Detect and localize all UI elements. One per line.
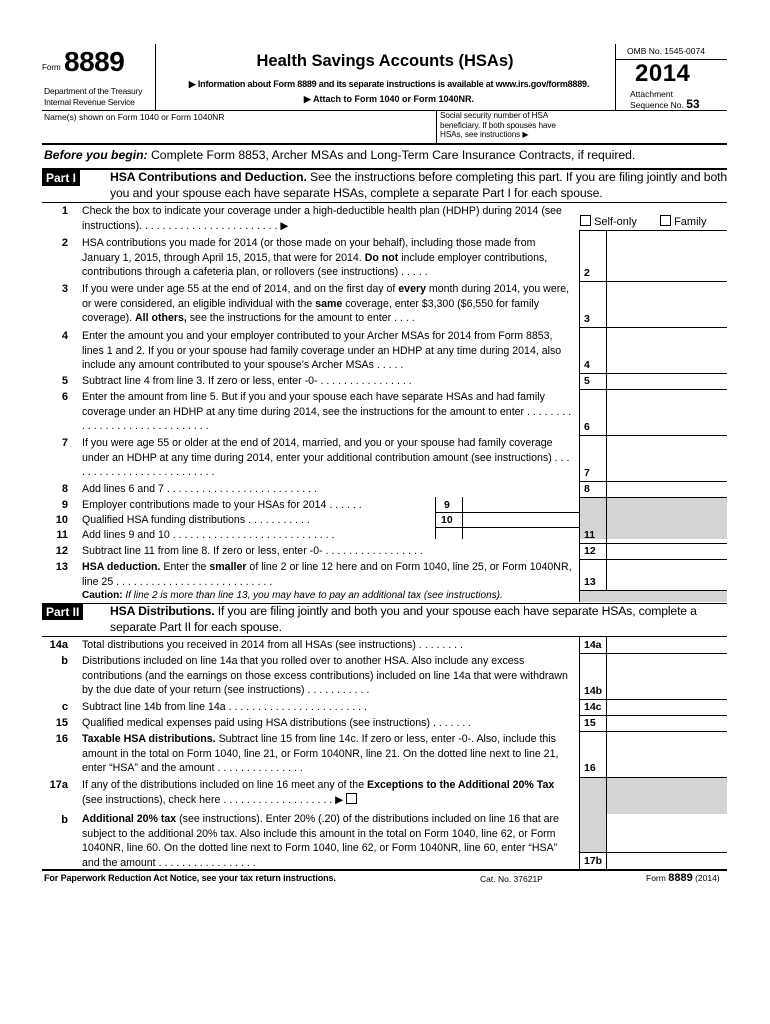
- line17b-amount-field[interactable]: [608, 854, 726, 868]
- line16-number: 16: [55, 733, 68, 745]
- line1-text: Check the box to indicate your coverage under a high-deductible health plan (HDHP) during 2014 (see instructions). . . . . . . . . . . . . . . . . . . . . . . . ▶: [82, 205, 562, 232]
- line4-number: 4: [61, 330, 68, 342]
- line3-box-label: 3: [584, 313, 590, 325]
- family-option[interactable]: [660, 215, 706, 228]
- department-line1: Department of the Treasury: [44, 86, 143, 96]
- form-prefix: Form: [42, 63, 61, 72]
- line14c-box-label: 14c: [584, 701, 602, 713]
- line14a-text: Total distributions you received in 2014 from all HSAs (see instructions) . . . . . . . .: [82, 639, 463, 651]
- line3-amount-field[interactable]: [608, 312, 726, 326]
- line16-text: Taxable HSA distributions. Subtract line 15 from line 14c. If zero or less, enter -0-. Also, include this amount in the total on Form 1040, line 21, or Form 1040NR, line 21. On the dotted line next to line 21, enter “HSA” and the amount . . . . . . . . . . . . . . .: [82, 733, 559, 775]
- line9-box-label: 9: [444, 499, 450, 511]
- line3-number: 3: [61, 283, 68, 295]
- line11-box-label: 11: [584, 529, 596, 541]
- department: [44, 86, 142, 107]
- self-only-option[interactable]: [580, 215, 637, 228]
- form-number-block: [42, 44, 152, 84]
- line14b-text: Distributions included on line 14a that you rolled over to another HSA. Also include any excess contributions (and the earnings on those excess contributions) included on line 14a that were withdrawn by the due date of your return (see instructions) . . . . . . . . . . .: [82, 655, 568, 697]
- line10-number: 10: [55, 514, 68, 526]
- line14c-amount-field[interactable]: [608, 700, 726, 714]
- line4-amount-field[interactable]: [608, 358, 726, 372]
- paperwork-notice: For Paperwork Reduction Act Notice, see your tax return instructions.: [44, 873, 336, 883]
- line14a-number: 14a: [49, 639, 68, 651]
- line13-caution: Caution: If line 2 is more than line 13, you may have to pay an additional tax (see instructions).: [82, 590, 503, 601]
- catalog-number: Cat. No. 37621P: [480, 874, 543, 884]
- line17b-box-label: 17b: [584, 855, 603, 867]
- line10-amount-field[interactable]: [464, 513, 577, 526]
- part1-label: Part I: [42, 170, 80, 186]
- line5-text: Subtract line 4 from line 3. If zero or less, enter -0- . . . . . . . . . . . . . . . .: [82, 375, 412, 387]
- line13-amount-field[interactable]: [608, 575, 726, 589]
- line5-number: 5: [61, 375, 68, 387]
- line8-number: 8: [61, 483, 68, 495]
- line12-amount-field[interactable]: [608, 544, 726, 558]
- line2-box-label: 2: [584, 267, 590, 279]
- line14c-text: Subtract line 14b from line 14a . . . . . . . . . . . . . . . . . . . . . . . .: [82, 701, 367, 713]
- line6-number: 6: [61, 391, 68, 403]
- line10-text: Qualified HSA funding distributions . . . . . . . . . . .: [82, 514, 310, 526]
- line15-amount-field[interactable]: [608, 716, 726, 730]
- line4-text: Enter the amount you and your employer contributed to your Archer MSAs for 2014 from Form 8853, lines 1 and 2. If you or your spouse had family coverage under an HDHP at any time during 2014, also include any amount contributed to your spouse’s Archer MSAs . . . . .: [82, 330, 562, 372]
- part2-label: Part II: [42, 604, 83, 620]
- attachment-sequence: Attachment Sequence No. 53: [630, 89, 700, 111]
- line2-text: HSA contributions you made for 2014 (or those made on your behalf), including those made from January 1, 2015, through April 15, 2015, that were for 2014. Do not include employer contributions, contributions through a cafeteria plan, or rollovers (see instructions) . . . . .: [82, 237, 548, 279]
- line5-amount-field[interactable]: [608, 374, 726, 388]
- line7-box-label: 7: [584, 467, 590, 479]
- line17a-number: 17a: [49, 779, 68, 791]
- line16-box-label: 16: [584, 762, 596, 774]
- line3-text: If you were under age 55 at the end of 2014, and on the first day of every month during 2014, you were, or were considered, an eligible individual with the same coverage, enter $3,300 ($6,550 for family coverage). All others, see the instructions for the amount to enter . . . .: [82, 283, 570, 325]
- ssn-field[interactable]: [585, 112, 725, 140]
- tax-year: 2014: [635, 60, 691, 87]
- line7-text: If you were age 55 or older at the end of 2014, married, and you or your spouse had family coverage under an HDHP at any time during 2014, enter your additional contribution amount (see instructions) . . . . . . . . . . . . . . . . . . . . . . . . . .: [82, 437, 570, 479]
- footer-form-id: Form 8889 (2014): [646, 872, 720, 884]
- line9-amount-field[interactable]: [464, 498, 577, 511]
- attach-line: ▶ Attach to Form 1040 or Form 1040NR.: [303, 94, 475, 104]
- line15-text: Qualified medical expenses paid using HSA distributions (see instructions) . . . . . . .: [82, 717, 472, 729]
- line7-amount-field[interactable]: [608, 466, 726, 480]
- omb-number: OMB No. 1545-0074: [627, 46, 705, 56]
- line14b-box-label: 14b: [584, 685, 603, 697]
- line12-text: Subtract line 11 from line 8. If zero or less, enter -0- . . . . . . . . . . . . . . . . .: [82, 545, 423, 557]
- part1-heading: HSA Contributions and Deduction. See the instructions before completing this part. If you are filing jointly and both you and your spouse each have separate HSAs, complete a separate Part I for each spouse.: [110, 170, 728, 200]
- line8-box-label: 8: [584, 483, 590, 495]
- line17b-text: Additional 20% tax (see instructions). Enter 20% (.20) of the distributions included on line 16 that are subject to the additional 20% tax. Also include this amount in the total on Form 1040, line 62, or Form 1040NR, line 60. On the dotted line next to Form 1040, line 62, or Form 1040NR, line 60, enter “HSA” and the amount . . . . . . . . . . . . . . . . .: [82, 813, 559, 869]
- line6-text: Enter the amount from line 5. But if you and your spouse each have separate HSAs and had family coverage under an HDHP at any time during 2014, see the instructions for the amount to enter . . . . . . . . . . . . . . . . . . . . . . . . . . . . . .: [82, 391, 572, 433]
- line15-box-label: 15: [584, 717, 596, 729]
- info-line: ▶ Information about Form 8889 and its separate instructions is available at www.irs.gov/form8889.: [188, 79, 590, 89]
- form-title: Health Savings Accounts (HSAs): [256, 52, 514, 70]
- line1-number: 1: [61, 205, 68, 217]
- line9-text: Employer contributions made to your HSAs for 2014 . . . . . .: [82, 499, 362, 511]
- line12-box-label: 12: [584, 545, 596, 557]
- department-line2: Internal Revenue Service: [44, 96, 135, 107]
- line6-box-label: 6: [584, 421, 590, 433]
- line11-text: Add lines 9 and 10 . . . . . . . . . . . . . . . . . . . . . . . . . . . .: [82, 529, 335, 541]
- line6-amount-field[interactable]: [608, 420, 726, 434]
- line14c-number: c: [61, 701, 68, 713]
- line2-number: 2: [61, 237, 68, 249]
- self-only-checkbox[interactable]: [580, 215, 591, 226]
- family-label: Family: [674, 216, 707, 228]
- family-checkbox[interactable]: [660, 215, 671, 226]
- self-only-label: Self-only: [594, 216, 637, 228]
- name-label: Name(s) shown on Form 1040 or Form 1040NR: [44, 112, 225, 122]
- part2-heading: HSA Distributions. If you are filing jointly and both you and your spouse each have separate HSAs, complete a separate Part II for each spouse.: [110, 604, 697, 634]
- line10-box-label: 10: [441, 514, 453, 526]
- name-field[interactable]: [44, 123, 432, 141]
- line4-box-label: 4: [584, 359, 590, 371]
- line5-box-label: 5: [584, 375, 590, 387]
- line13-box-label: 13: [584, 576, 596, 588]
- line17b-number: b: [61, 814, 68, 826]
- line14a-box-label: 14a: [584, 639, 602, 651]
- line16-amount-field[interactable]: [608, 761, 726, 775]
- line14a-amount-field[interactable]: [608, 638, 726, 652]
- line11-number: 11: [56, 529, 68, 541]
- line17a-checkbox[interactable]: [346, 793, 357, 804]
- line13-number: 13: [55, 561, 68, 573]
- line8-text: Add lines 6 and 7 . . . . . . . . . . . . . . . . . . . . . . . . . .: [82, 483, 317, 495]
- before-you-begin: Before you begin: Complete Form 8853, Archer MSAs and Long-Term Care Insurance Contracts, if required.: [44, 148, 636, 162]
- line7-number: 7: [61, 437, 68, 449]
- line12-number: 12: [55, 545, 68, 557]
- ssn-label: Social security number of HSA beneficiary. If both spouses have HSAs, see instructions ▶: [440, 111, 556, 139]
- sequence-number: 53: [686, 96, 700, 111]
- line14b-amount-field[interactable]: [608, 684, 726, 698]
- line14b-number: b: [61, 655, 68, 667]
- form-number: 8889: [64, 46, 125, 77]
- line9-number: 9: [61, 499, 68, 511]
- line8-amount-field[interactable]: [608, 482, 726, 496]
- line13-text: HSA deduction. Enter the smaller of line 2 or line 12 here and on Form 1040, line 25, or Form 1040NR, line 25 . . . . . . . . . . . . . . . . . . . . . . . . . . .: [82, 561, 572, 588]
- line17a-text: If any of the distributions included on line 16 meet any of the Exceptions to the Additional 20% Tax (see instructions), check here . . . . . . . . . . . . . . . . . . . ▶: [82, 779, 555, 806]
- line2-amount-field[interactable]: [608, 266, 726, 280]
- line15-number: 15: [55, 717, 68, 729]
- line11-amount-field[interactable]: [608, 528, 726, 542]
